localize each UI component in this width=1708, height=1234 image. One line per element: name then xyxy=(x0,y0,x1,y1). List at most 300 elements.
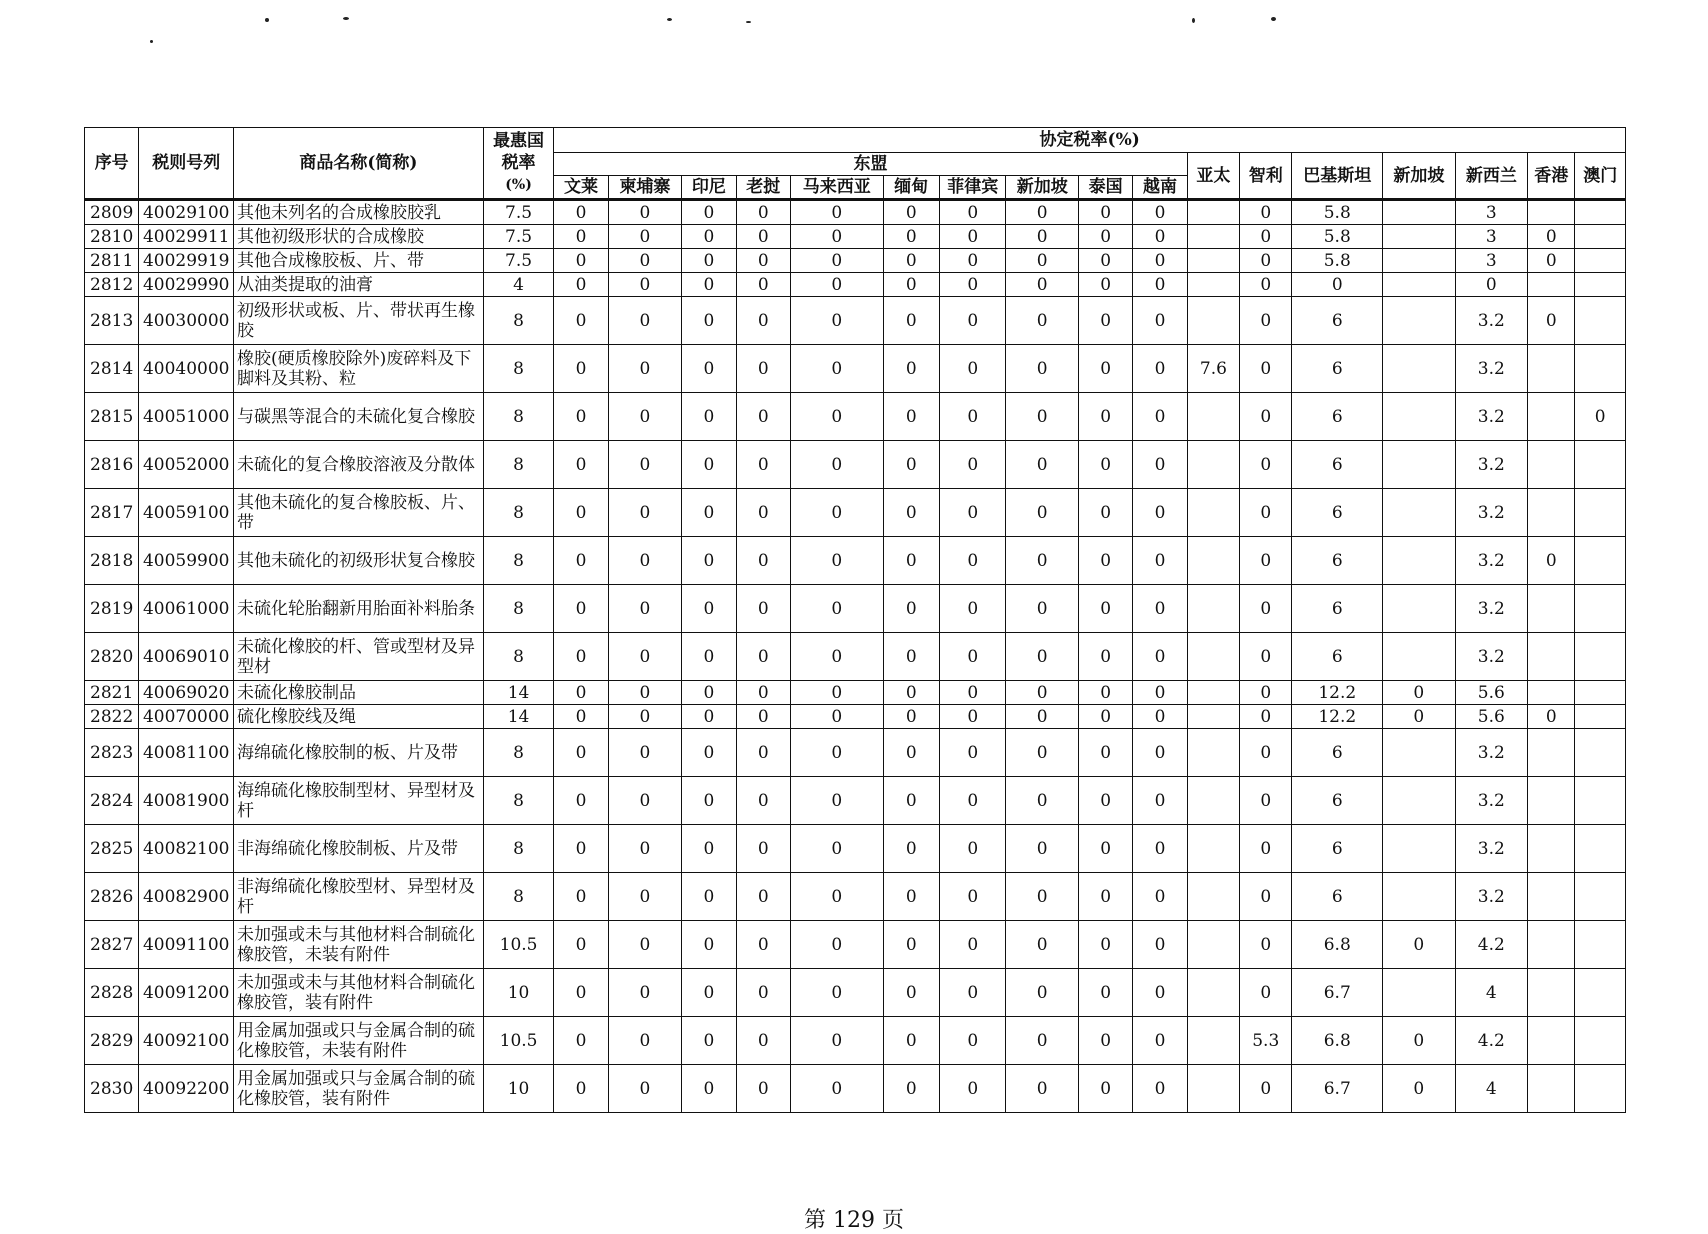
cell-asean-rate: 0 xyxy=(1006,297,1079,345)
table-row xyxy=(85,249,1626,273)
table-row xyxy=(85,489,1626,537)
cell-code: 40029990 xyxy=(139,273,234,297)
cell-new-zealand: 5.6 xyxy=(1455,681,1528,705)
cell-asean-rate: 0 xyxy=(608,345,682,393)
tariff-table xyxy=(84,127,1626,1113)
cell-mfn: 14 xyxy=(483,681,554,705)
cell-asean-rate: 0 xyxy=(1133,825,1187,873)
cell-seq: 2828 xyxy=(85,969,139,1017)
cell-name: 初级形状或板、片、带状再生橡胶 xyxy=(234,297,484,345)
cell-macau xyxy=(1575,705,1626,729)
cell-apta xyxy=(1187,825,1239,873)
cell-asean-rate: 0 xyxy=(554,297,608,345)
cell-asean-rate: 0 xyxy=(1133,225,1187,249)
cell-asean-rate: 0 xyxy=(1006,393,1079,441)
cell-asean-rate: 0 xyxy=(736,1065,790,1113)
cell-hong-kong xyxy=(1528,200,1575,225)
cell-asean-rate: 0 xyxy=(608,273,682,297)
cell-asean-rate: 0 xyxy=(883,273,939,297)
scan-speck xyxy=(343,17,349,20)
cell-name: 硫化橡胶线及绳 xyxy=(234,705,484,729)
cell-asean-rate: 0 xyxy=(682,249,736,273)
mfn-line2: 税率 xyxy=(501,153,536,173)
cell-new-zealand: 3.2 xyxy=(1455,825,1528,873)
cell-singapore xyxy=(1383,441,1456,489)
cell-asean-rate: 0 xyxy=(883,1065,939,1113)
cell-name: 用金属加强或只与金属合制的硫化橡胶管，装有附件 xyxy=(234,1065,484,1113)
cell-asean-rate: 0 xyxy=(608,200,682,225)
cell-asean-rate: 0 xyxy=(736,273,790,297)
cell-asean-rate: 0 xyxy=(1078,873,1132,921)
table-row xyxy=(85,777,1626,825)
mfn-line3: (%) xyxy=(505,177,532,193)
cell-singapore xyxy=(1383,273,1456,297)
cell-asean-rate: 0 xyxy=(1006,705,1079,729)
cell-asean-rate: 0 xyxy=(554,825,608,873)
cell-name: 海绵硫化橡胶制的板、片及带 xyxy=(234,729,484,777)
cell-asean-rate: 0 xyxy=(608,777,682,825)
cell-new-zealand: 3.2 xyxy=(1455,297,1528,345)
cell-hong-kong: 0 xyxy=(1528,705,1575,729)
cell-asean-rate: 0 xyxy=(736,777,790,825)
cell-asean-rate: 0 xyxy=(940,489,1006,537)
col-header-myanmar: 缅甸 xyxy=(883,176,939,200)
cell-new-zealand: 3.2 xyxy=(1455,345,1528,393)
cell-asean-rate: 0 xyxy=(554,1065,608,1113)
col-header-philippines: 菲律宾 xyxy=(940,176,1006,200)
cell-macau xyxy=(1575,225,1626,249)
cell-asean-rate: 0 xyxy=(1133,297,1187,345)
cell-asean-rate: 0 xyxy=(608,393,682,441)
cell-asean-rate: 0 xyxy=(940,729,1006,777)
cell-asean-rate: 0 xyxy=(940,825,1006,873)
cell-code: 40052000 xyxy=(139,441,234,489)
table-row xyxy=(85,200,1626,225)
cell-pakistan: 6 xyxy=(1292,537,1383,585)
cell-pakistan: 6.7 xyxy=(1292,1065,1383,1113)
cell-name: 未硫化橡胶的杆、管或型材及异型材 xyxy=(234,633,484,681)
cell-asean-rate: 0 xyxy=(1133,249,1187,273)
cell-asean-rate: 0 xyxy=(883,921,939,969)
cell-asean-rate: 0 xyxy=(1006,441,1079,489)
cell-asean-rate: 0 xyxy=(1133,200,1187,225)
cell-asean-rate: 0 xyxy=(1078,681,1132,705)
cell-asean-rate: 0 xyxy=(608,825,682,873)
cell-pakistan: 0 xyxy=(1292,273,1383,297)
cell-asean-rate: 0 xyxy=(1133,273,1187,297)
cell-mfn: 7.5 xyxy=(483,225,554,249)
cell-asean-rate: 0 xyxy=(1006,873,1079,921)
cell-asean-rate: 0 xyxy=(554,585,608,633)
col-header-thailand: 泰国 xyxy=(1078,176,1132,200)
cell-chile: 0 xyxy=(1240,225,1292,249)
cell-new-zealand: 0 xyxy=(1455,273,1528,297)
cell-asean-rate: 0 xyxy=(883,681,939,705)
cell-seq: 2814 xyxy=(85,345,139,393)
cell-asean-rate: 0 xyxy=(1078,200,1132,225)
cell-asean-rate: 0 xyxy=(682,200,736,225)
cell-asean-rate: 0 xyxy=(608,1065,682,1113)
cell-asean-rate: 0 xyxy=(883,489,939,537)
cell-asean-rate: 0 xyxy=(883,393,939,441)
cell-new-zealand: 4.2 xyxy=(1455,1017,1528,1065)
col-header-vietnam: 越南 xyxy=(1133,176,1187,200)
cell-asean-rate: 0 xyxy=(790,633,883,681)
table-row xyxy=(85,1017,1626,1065)
cell-chile: 0 xyxy=(1240,729,1292,777)
cell-asean-rate: 0 xyxy=(554,921,608,969)
cell-asean-rate: 0 xyxy=(1133,1065,1187,1113)
cell-seq: 2826 xyxy=(85,873,139,921)
cell-chile: 0 xyxy=(1240,921,1292,969)
cell-asean-rate: 0 xyxy=(554,441,608,489)
cell-hong-kong xyxy=(1528,777,1575,825)
cell-asean-rate: 0 xyxy=(940,873,1006,921)
cell-asean-rate: 0 xyxy=(1133,441,1187,489)
cell-apta xyxy=(1187,393,1239,441)
cell-singapore: 0 xyxy=(1383,1065,1456,1113)
cell-code: 40061000 xyxy=(139,585,234,633)
cell-new-zealand: 3.2 xyxy=(1455,729,1528,777)
cell-macau xyxy=(1575,681,1626,705)
cell-seq: 2812 xyxy=(85,273,139,297)
cell-mfn: 7.5 xyxy=(483,249,554,273)
cell-asean-rate: 0 xyxy=(736,489,790,537)
cell-asean-rate: 0 xyxy=(554,537,608,585)
cell-code: 40069020 xyxy=(139,681,234,705)
cell-asean-rate: 0 xyxy=(608,537,682,585)
cell-code: 40040000 xyxy=(139,345,234,393)
cell-asean-rate: 0 xyxy=(1133,969,1187,1017)
cell-asean-rate: 0 xyxy=(1133,393,1187,441)
cell-mfn: 8 xyxy=(483,633,554,681)
cell-code: 40081900 xyxy=(139,777,234,825)
cell-asean-rate: 0 xyxy=(682,969,736,1017)
cell-asean-rate: 0 xyxy=(883,969,939,1017)
cell-name: 其他未列名的合成橡胶胶乳 xyxy=(234,200,484,225)
scan-speck xyxy=(1271,17,1276,21)
cell-apta xyxy=(1187,297,1239,345)
cell-seq: 2816 xyxy=(85,441,139,489)
cell-asean-rate: 0 xyxy=(940,633,1006,681)
cell-name: 未硫化橡胶制品 xyxy=(234,681,484,705)
cell-code: 40070000 xyxy=(139,705,234,729)
cell-asean-rate: 0 xyxy=(790,1065,883,1113)
cell-asean-rate: 0 xyxy=(608,969,682,1017)
cell-hong-kong xyxy=(1528,681,1575,705)
cell-name: 未加强或未与其他材料合制硫化橡胶管，装有附件 xyxy=(234,969,484,1017)
cell-apta xyxy=(1187,1017,1239,1065)
cell-asean-rate: 0 xyxy=(1078,345,1132,393)
cell-mfn: 8 xyxy=(483,441,554,489)
cell-macau xyxy=(1575,633,1626,681)
col-header-singapore: 新加坡 xyxy=(1383,153,1456,200)
cell-asean-rate: 0 xyxy=(554,273,608,297)
table-row xyxy=(85,681,1626,705)
cell-code: 40081100 xyxy=(139,729,234,777)
cell-singapore xyxy=(1383,345,1456,393)
scan-speck xyxy=(265,18,269,22)
cell-asean-rate: 0 xyxy=(736,969,790,1017)
cell-asean-rate: 0 xyxy=(736,537,790,585)
cell-apta xyxy=(1187,489,1239,537)
cell-asean-rate: 0 xyxy=(1078,969,1132,1017)
cell-asean-rate: 0 xyxy=(1133,633,1187,681)
cell-mfn: 10.5 xyxy=(483,921,554,969)
cell-name: 海绵硫化橡胶制型材、异型材及杆 xyxy=(234,777,484,825)
cell-code: 40091100 xyxy=(139,921,234,969)
cell-asean-rate: 0 xyxy=(883,585,939,633)
cell-asean-rate: 0 xyxy=(1078,489,1132,537)
cell-asean-rate: 0 xyxy=(608,1017,682,1065)
cell-asean-rate: 0 xyxy=(1006,249,1079,273)
cell-code: 40059900 xyxy=(139,537,234,585)
cell-macau xyxy=(1575,345,1626,393)
cell-code: 40051000 xyxy=(139,393,234,441)
cell-asean-rate: 0 xyxy=(736,681,790,705)
cell-new-zealand: 3.2 xyxy=(1455,537,1528,585)
cell-seq: 2824 xyxy=(85,777,139,825)
cell-chile: 0 xyxy=(1240,249,1292,273)
cell-asean-rate: 0 xyxy=(554,225,608,249)
col-header-chile: 智利 xyxy=(1240,153,1292,200)
cell-code: 40082900 xyxy=(139,873,234,921)
cell-new-zealand: 3 xyxy=(1455,249,1528,273)
table-row xyxy=(85,633,1626,681)
cell-pakistan: 5.8 xyxy=(1292,200,1383,225)
cell-asean-rate: 0 xyxy=(1006,681,1079,705)
cell-hong-kong xyxy=(1528,873,1575,921)
cell-name: 未硫化的复合橡胶溶液及分散体 xyxy=(234,441,484,489)
cell-seq: 2815 xyxy=(85,393,139,441)
table-row xyxy=(85,1065,1626,1113)
cell-asean-rate: 0 xyxy=(790,273,883,297)
cell-singapore xyxy=(1383,873,1456,921)
cell-apta xyxy=(1187,633,1239,681)
cell-asean-rate: 0 xyxy=(1133,1017,1187,1065)
cell-asean-rate: 0 xyxy=(1078,921,1132,969)
cell-chile: 0 xyxy=(1240,585,1292,633)
cell-asean-rate: 0 xyxy=(790,969,883,1017)
table-row xyxy=(85,393,1626,441)
cell-asean-rate: 0 xyxy=(554,489,608,537)
cell-seq: 2813 xyxy=(85,297,139,345)
cell-pakistan: 6 xyxy=(1292,729,1383,777)
cell-asean-rate: 0 xyxy=(608,873,682,921)
col-header-seq: 序号 xyxy=(85,128,139,200)
cell-asean-rate: 0 xyxy=(1133,921,1187,969)
col-header-pakistan: 巴基斯坦 xyxy=(1292,153,1383,200)
cell-asean-rate: 0 xyxy=(883,1017,939,1065)
cell-chile: 0 xyxy=(1240,705,1292,729)
cell-asean-rate: 0 xyxy=(790,441,883,489)
cell-mfn: 8 xyxy=(483,873,554,921)
cell-pakistan: 6 xyxy=(1292,873,1383,921)
cell-mfn: 8 xyxy=(483,585,554,633)
cell-hong-kong xyxy=(1528,273,1575,297)
cell-apta xyxy=(1187,441,1239,489)
col-header-laos: 老挝 xyxy=(736,176,790,200)
cell-asean-rate: 0 xyxy=(554,345,608,393)
cell-asean-rate: 0 xyxy=(790,249,883,273)
cell-seq: 2809 xyxy=(85,200,139,225)
cell-chile: 0 xyxy=(1240,825,1292,873)
cell-singapore xyxy=(1383,969,1456,1017)
cell-code: 40029919 xyxy=(139,249,234,273)
cell-asean-rate: 0 xyxy=(608,585,682,633)
cell-hong-kong xyxy=(1528,345,1575,393)
cell-pakistan: 6 xyxy=(1292,441,1383,489)
cell-apta xyxy=(1187,537,1239,585)
cell-chile: 0 xyxy=(1240,441,1292,489)
cell-seq: 2827 xyxy=(85,921,139,969)
cell-asean-rate: 0 xyxy=(790,873,883,921)
col-header-indonesia: 印尼 xyxy=(682,176,736,200)
cell-pakistan: 5.8 xyxy=(1292,225,1383,249)
cell-pakistan: 6 xyxy=(1292,585,1383,633)
cell-asean-rate: 0 xyxy=(790,200,883,225)
cell-asean-rate: 0 xyxy=(1006,585,1079,633)
cell-singapore xyxy=(1383,729,1456,777)
cell-apta xyxy=(1187,705,1239,729)
cell-mfn: 4 xyxy=(483,273,554,297)
col-header-brunei: 文莱 xyxy=(554,176,608,200)
cell-asean-rate: 0 xyxy=(1078,225,1132,249)
cell-mfn: 7.5 xyxy=(483,200,554,225)
cell-pakistan: 12.2 xyxy=(1292,705,1383,729)
cell-asean-rate: 0 xyxy=(1078,705,1132,729)
cell-asean-rate: 0 xyxy=(682,585,736,633)
cell-name: 其他初级形状的合成橡胶 xyxy=(234,225,484,249)
cell-asean-rate: 0 xyxy=(940,297,1006,345)
cell-new-zealand: 3.2 xyxy=(1455,585,1528,633)
cell-asean-rate: 0 xyxy=(736,921,790,969)
cell-asean-rate: 0 xyxy=(1078,777,1132,825)
col-header-mfn xyxy=(483,128,554,200)
cell-asean-rate: 0 xyxy=(1133,537,1187,585)
cell-new-zealand: 5.6 xyxy=(1455,705,1528,729)
cell-asean-rate: 0 xyxy=(736,225,790,249)
cell-asean-rate: 0 xyxy=(1006,729,1079,777)
cell-chile: 0 xyxy=(1240,393,1292,441)
cell-pakistan: 6 xyxy=(1292,825,1383,873)
cell-macau xyxy=(1575,441,1626,489)
cell-chile: 5.3 xyxy=(1240,1017,1292,1065)
cell-asean-rate: 0 xyxy=(736,633,790,681)
col-header-agreement: 协定税率(%) xyxy=(554,128,1626,153)
cell-singapore xyxy=(1383,825,1456,873)
page-number: 第 129 页 xyxy=(804,1208,904,1233)
cell-mfn: 8 xyxy=(483,825,554,873)
col-header-apta: 亚太 xyxy=(1187,153,1239,200)
cell-asean-rate: 0 xyxy=(736,1017,790,1065)
cell-code: 40069010 xyxy=(139,633,234,681)
cell-code: 40029911 xyxy=(139,225,234,249)
cell-macau xyxy=(1575,1065,1626,1113)
cell-hong-kong: 0 xyxy=(1528,225,1575,249)
cell-chile: 0 xyxy=(1240,1065,1292,1113)
cell-macau: 0 xyxy=(1575,393,1626,441)
cell-asean-rate: 0 xyxy=(1078,825,1132,873)
cell-chile: 0 xyxy=(1240,873,1292,921)
cell-new-zealand: 3.2 xyxy=(1455,441,1528,489)
cell-new-zealand: 3 xyxy=(1455,225,1528,249)
cell-pakistan: 6 xyxy=(1292,345,1383,393)
table-row xyxy=(85,585,1626,633)
scan-speck xyxy=(150,40,153,43)
cell-name: 橡胶(硬质橡胶除外)废碎料及下脚料及其粉、粒 xyxy=(234,345,484,393)
cell-asean-rate: 0 xyxy=(1133,345,1187,393)
cell-asean-rate: 0 xyxy=(736,729,790,777)
cell-asean-rate: 0 xyxy=(1078,297,1132,345)
cell-asean-rate: 0 xyxy=(940,200,1006,225)
cell-asean-rate: 0 xyxy=(736,825,790,873)
cell-pakistan: 5.8 xyxy=(1292,249,1383,273)
cell-code: 40030000 xyxy=(139,297,234,345)
cell-asean-rate: 0 xyxy=(1078,537,1132,585)
cell-asean-rate: 0 xyxy=(682,873,736,921)
cell-asean-rate: 0 xyxy=(790,729,883,777)
cell-name: 其他未硫化的初级形状复合橡胶 xyxy=(234,537,484,585)
col-header-asean: 东盟 xyxy=(554,153,1187,176)
cell-asean-rate: 0 xyxy=(736,873,790,921)
cell-new-zealand: 3.2 xyxy=(1455,873,1528,921)
cell-pakistan: 6.7 xyxy=(1292,969,1383,1017)
cell-new-zealand: 3.2 xyxy=(1455,777,1528,825)
cell-hong-kong xyxy=(1528,489,1575,537)
cell-asean-rate: 0 xyxy=(1133,585,1187,633)
cell-singapore xyxy=(1383,393,1456,441)
cell-mfn: 8 xyxy=(483,729,554,777)
cell-hong-kong: 0 xyxy=(1528,537,1575,585)
cell-asean-rate: 0 xyxy=(682,1017,736,1065)
cell-new-zealand: 3.2 xyxy=(1455,489,1528,537)
cell-asean-rate: 0 xyxy=(682,393,736,441)
cell-asean-rate: 0 xyxy=(883,537,939,585)
cell-asean-rate: 0 xyxy=(1006,345,1079,393)
cell-seq: 2829 xyxy=(85,1017,139,1065)
cell-new-zealand: 4 xyxy=(1455,1065,1528,1113)
cell-asean-rate: 0 xyxy=(1006,633,1079,681)
cell-asean-rate: 0 xyxy=(940,441,1006,489)
cell-mfn: 8 xyxy=(483,393,554,441)
cell-singapore: 0 xyxy=(1383,1017,1456,1065)
cell-asean-rate: 0 xyxy=(682,297,736,345)
cell-asean-rate: 0 xyxy=(790,225,883,249)
table-body xyxy=(85,200,1626,1113)
cell-hong-kong xyxy=(1528,585,1575,633)
cell-chile: 0 xyxy=(1240,633,1292,681)
cell-new-zealand: 3.2 xyxy=(1455,393,1528,441)
table-row xyxy=(85,825,1626,873)
cell-apta: 7.6 xyxy=(1187,345,1239,393)
mfn-line1: 最惠国 xyxy=(493,131,545,151)
cell-asean-rate: 0 xyxy=(736,297,790,345)
cell-apta xyxy=(1187,729,1239,777)
cell-new-zealand: 3.2 xyxy=(1455,633,1528,681)
cell-asean-rate: 0 xyxy=(736,249,790,273)
cell-apta xyxy=(1187,225,1239,249)
cell-mfn: 8 xyxy=(483,537,554,585)
cell-asean-rate: 0 xyxy=(682,1065,736,1113)
cell-singapore xyxy=(1383,200,1456,225)
cell-macau xyxy=(1575,297,1626,345)
cell-chile: 0 xyxy=(1240,537,1292,585)
cell-asean-rate: 0 xyxy=(736,441,790,489)
cell-hong-kong xyxy=(1528,633,1575,681)
cell-seq: 2819 xyxy=(85,585,139,633)
cell-singapore xyxy=(1383,249,1456,273)
